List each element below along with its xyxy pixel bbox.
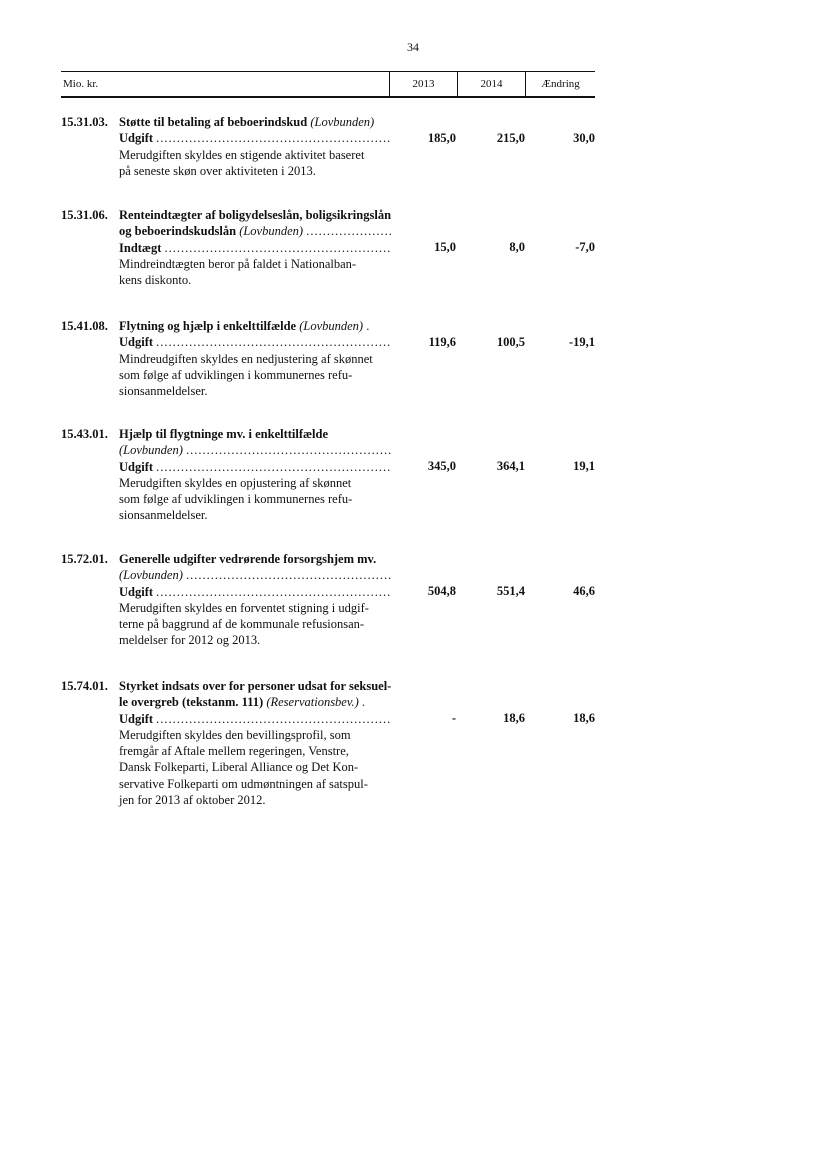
entry-body <box>119 426 391 524</box>
header-col-change: Ændring <box>541 78 580 90</box>
value-change: 30,0 <box>573 131 595 145</box>
value-2014: 551,4 <box>496 584 525 598</box>
value-2013: 119,6 <box>428 335 456 349</box>
value-2013: 15,0 <box>434 240 456 254</box>
entry-code: 15.74.01. <box>61 679 108 693</box>
entry-note: (Reservationsbev.) <box>266 695 359 710</box>
table-header <box>61 71 595 98</box>
entry-code: 15.41.08. <box>61 319 108 333</box>
entry-body <box>119 551 391 649</box>
entry-note: (Lovbunden) <box>239 224 304 239</box>
value-2014: 18,6 <box>503 711 525 725</box>
entry-description: Merudgiften skyldes en stigende aktivitet baseret på seneste skøn over aktiviteten i 2013. <box>119 147 365 178</box>
header-unit-label: Mio. kr. <box>63 78 99 90</box>
value-change: 18,6 <box>573 711 595 725</box>
entry-title: Styrket indsats over for personer udsat for seksuel- <box>119 679 391 693</box>
entry-body: Styrket indsats over for personer udsat for seksuel- le overgreb (tekstanm. 111) (Reservationsbev.) . Udgift ..... Merudgiften skyldes den bevillingsprofil, som fremgår af Aftale mellem regeringen, Venstre, Dansk Folkeparti, Liberal Alliance og Det Kon- servative Folkeparti om udmøntningen af satspul- jen for 2013 af oktober 2012. <box>119 678 391 808</box>
leader-dots <box>156 711 391 727</box>
value-2013: 185,0 <box>427 131 456 145</box>
entry-note: (Lovbunden) <box>119 568 183 583</box>
value-change: -19,1 <box>568 335 595 349</box>
entry-code: 15.31.06. <box>61 208 108 222</box>
header-col-2013: 2013 <box>412 78 435 90</box>
entry-code: 15.72.01. <box>61 552 108 566</box>
entry-body <box>119 114 391 179</box>
entry-note: (Lovbunden) <box>119 443 183 458</box>
entry-code: 15.43.01. <box>61 427 108 441</box>
entry-note: (Lovbunden) <box>299 319 364 333</box>
entry-description: Merudgiften skyldes en opjustering af skønnet som følge af udviklingen i kommunernes refu- sionsanmeldelser. <box>119 475 353 523</box>
leader-dots <box>156 130 391 146</box>
value-2014: 364,1 <box>496 459 525 473</box>
leader-dots <box>156 459 391 475</box>
value-2014: 100,5 <box>496 335 525 349</box>
entry-description: Mindreudgiften skyldes en nedjustering af skønnet som følge af udviklingen i kommunernes refu- sionsanmeldelser. <box>119 351 373 399</box>
entry-type: Udgift <box>119 131 154 146</box>
entry-code: 15.31.03. <box>61 115 108 129</box>
entry-description: Merudgiften skyldes en forventet stigning i udgif- terne på baggrund af de kommunale refusionsan- meldelser for 2012 og 2013. <box>119 600 369 648</box>
entry-type: Udgift <box>119 711 154 726</box>
entry-type: Indtægt <box>119 240 162 255</box>
entry-note: (Lovbunden) <box>310 115 375 129</box>
value-2014: 8,0 <box>509 240 525 254</box>
entry-body: Flytning og hjælp i enkelttilfælde (Lovbunden) . Udgift ..... Mindreudgiften skyldes en nedjustering af skønnet som følge af udviklingen i kommunernes refu- sionsanmeldelser. <box>119 318 391 399</box>
value-2013: 504,8 <box>427 584 456 598</box>
entry-body <box>119 207 391 288</box>
leader-dots <box>165 240 392 256</box>
leader-dots <box>156 334 391 350</box>
entry-title: Hjælp til flygtninge mv. i enkelttilfælde <box>119 427 329 441</box>
header-col-2014: 2014 <box>480 78 503 90</box>
entry-title-cont: og beboerindskudslån <box>119 224 237 239</box>
entry-title: Renteindtægter af boligydelseslån, boligsikringslån <box>119 208 391 222</box>
value-change: -7,0 <box>575 240 595 254</box>
leader-dots <box>186 442 391 458</box>
value-change: 19,1 <box>573 459 595 473</box>
entry-description: Merudgiften skyldes den bevillingsprofil, som fremgår af Aftale mellem regeringen, Venstre, Dansk Folkeparti, Liberal Alliance og Det Kon- servative Folkeparti om udmøntningen af satspul- jen for 2013 af oktober 2012. <box>119 727 368 808</box>
leader-dots <box>306 223 391 239</box>
entry-description: Mindreindtægten beror på faldet i Nationalban- kens diskonto. <box>119 256 357 288</box>
page-number: 34 <box>407 40 419 54</box>
entry-type: Udgift <box>119 335 154 350</box>
entry-title: Generelle udgifter vedrørende forsorgshjem mv. <box>119 552 377 566</box>
value-2013: - <box>451 711 456 725</box>
entry-title: Støtte til betaling af beboerindskud <box>119 115 308 129</box>
entry-type: Udgift <box>119 459 154 474</box>
value-2013: 345,0 <box>427 459 456 473</box>
entry-title: Flytning og hjælp i enkelttilfælde <box>119 319 297 333</box>
value-2014: 215,0 <box>496 131 525 145</box>
leader-dots <box>156 584 391 600</box>
leader-dots <box>186 567 391 583</box>
value-change: 46,6 <box>573 584 595 598</box>
entry-type: Udgift <box>119 584 154 599</box>
entry-title-cont: le overgreb (tekstanm. 111) <box>119 695 264 710</box>
